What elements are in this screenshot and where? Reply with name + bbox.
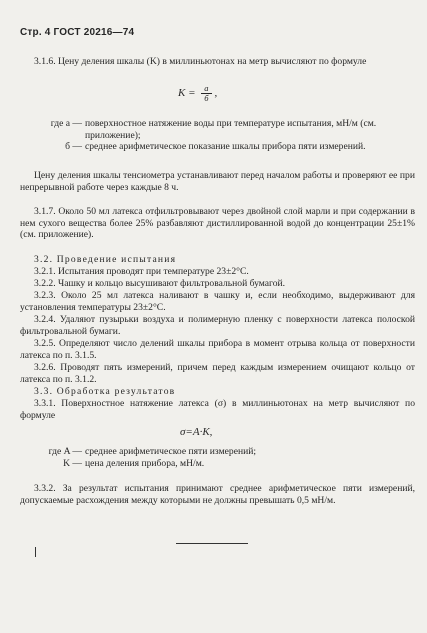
paragraph-3-2-1: 3.2.1. Испытания проводят при температуре 23±2°C. <box>34 266 249 277</box>
definition-text: среднее арифметическое показание шкалы прибора пяти измерений. <box>85 141 366 152</box>
paragraph-3-3-2: 3.3.2. За результат испытания принимают среднее арифметическое пяти измерений, допускаемые расхождения между которыми не должны превышать 0,5 мН/м. <box>20 483 415 506</box>
formula-k <box>178 84 217 103</box>
definition-symbol: где A — <box>48 446 82 457</box>
definition-symbol: б — <box>65 141 82 152</box>
paragraph-3-2-6: 3.2.6. Проводят пять измерений, причем перед каждым измерением очищают кольцо от латекса по п. 3.1.2. <box>20 362 415 385</box>
definition-text: среднее арифметическое пяти измерений; <box>85 446 257 457</box>
page-header: Стр. 4 ГОСТ 20216—74 <box>20 27 135 38</box>
definitions-k <box>20 118 415 153</box>
paragraph-3-1-7: 3.1.7. Около 50 мл латекса отфильтровывают через двойной слой марли и при содержании в нем сухого вещества более 25% разбавляют дистиллированной водой до концентрации 25±1% (см. приложение). <box>20 206 415 240</box>
paragraph-3-2-4: 3.2.4. Удаляют пузырьки воздуха и полимерную пленку с поверхности латекса полоской фильтровальной бумаги. <box>20 314 415 337</box>
paragraph-3-2-5: 3.2.5. Определяют число делений шкалы прибора в момент отрыва кольца от поверхности латекса по п. 3.1.5. <box>20 338 415 361</box>
definition-row <box>20 458 415 470</box>
formula-k-numerator: a <box>201 84 211 94</box>
section-3-3-heading: 3.3. Обработка результатов <box>34 386 176 397</box>
definition-row <box>20 118 415 141</box>
formula-sigma: σ=A·K, <box>180 426 213 438</box>
paragraph-3-3-1: 3.3.1. Поверхностное натяжение латекса (σ) в миллиньютонах на метр вычисляют по формуле <box>20 398 415 421</box>
formula-k-fraction <box>201 84 211 103</box>
paragraph-3-2-2: 3.2.2. Чашку и кольцо высушивают фильтровальной бумагой. <box>34 278 286 289</box>
margin-mark <box>35 547 36 557</box>
definition-text: поверхностное натяжение воды при температуре испытания, мН/м (см. приложение); <box>85 118 377 141</box>
definition-symbol: K — <box>63 457 82 469</box>
end-rule <box>176 543 248 544</box>
definition-text: цена деления прибора, мН/м. <box>85 457 205 469</box>
definition-symbol: где a — <box>50 118 82 129</box>
paragraph-3-2-3: 3.2.3. Около 25 мл латекса наливают в чашку и, если необходимо, выдерживают для установления температуры 23±2°C. <box>20 290 415 313</box>
definition-row <box>20 141 415 153</box>
paragraph-3-1-6: 3.1.6. Цену деления шкалы (K) в миллиньютонах на метр вычисляют по формуле <box>34 56 367 67</box>
formula-k-tail: , <box>214 87 218 100</box>
section-3-2-heading: 3.2. Проведение испытания <box>34 254 177 265</box>
formula-k-denominator: б <box>204 93 209 103</box>
formula-k-lhs: K = <box>178 87 196 100</box>
definition-row <box>20 446 415 458</box>
definitions-sigma <box>20 446 415 469</box>
paragraph-check: Цену деления шкалы тенсиометра устанавливают перед началом работы и проверяют ее при непрерывной работе через каждые 8 ч. <box>20 170 415 193</box>
